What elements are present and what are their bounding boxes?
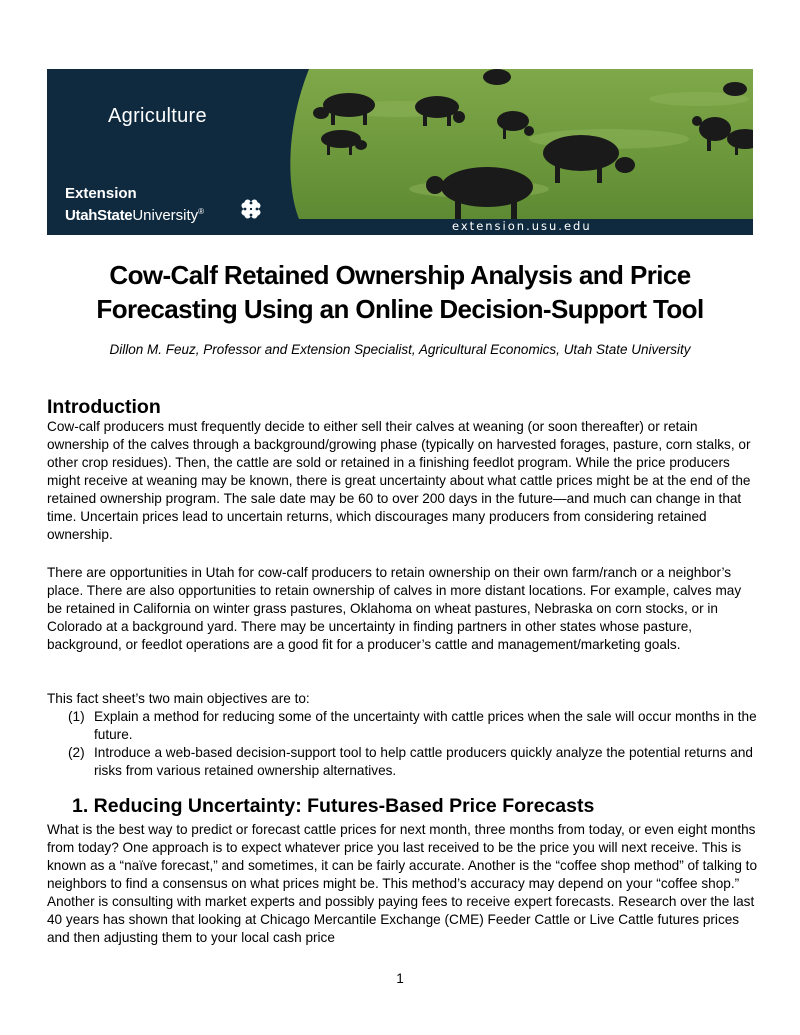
section-1-paragraph: What is the best way to predict or forecast cattle prices for next month, three months from today, or even eight months from today? One approach is to expect whatever price you last received to be the price you will next receive. This is known as a “naïve forecast,” and sometimes, it can be fairly accurate. Another is the “coffee shop method” of talking to neighbors to find a consensus on what prices might be. This method’s accuracy may depend on your “coffee shop.” Another is consulting with market experts and possibly paying fees to receive expert forecasts. Research over the last 40 years has shown that looking at Chicago Mercantile Exchange (CME) Feeder Cattle or Live Cattle futures prices and then adjusting them to your local cash price [47, 822, 758, 945]
list-item [68, 708, 758, 744]
document-title [40, 258, 760, 326]
extension-url[interactable]: extension.usu.edu [452, 219, 592, 233]
author-line: Dillon M. Feuz, Professor and Extension Specialist, Agricultural Economics, Utah State University [109, 342, 691, 357]
usu-logo-rest: University [132, 207, 199, 224]
introduction-heading: Introduction [47, 396, 161, 418]
usu-logo-bold: UtahState [65, 207, 133, 224]
list-item-text: Introduce a web-based decision-support tool to help cattle producers quickly analyze the potential returns and risks from various retained ownership alternatives. [94, 745, 753, 778]
intro-paragraph-1: Cow-calf producers must frequently decide to either sell their calves at weaning (or soon thereafter) or retain ownership of the calves through a background/growing phase (typically on harvested forages, pasture, corn stalks, or other crop residues). Then, the cattle are sold or retained in a finishing feedlot program. While the price producers might receive at weaning may be known, there is great uncertainty about what cattle prices might be at the end of the retained ownership program. The sale date may be 60 to over 200 days in the future—and much can change in that time. Uncertain prices lead to uncertain returns, which discourages many producers from considering retained ownership. [47, 419, 751, 542]
list-item-text: Explain a method for reducing some of the uncertainty with cattle prices when the sale will occur months in the future. [94, 709, 757, 742]
registered-mark: ® [198, 207, 205, 216]
usu-logo [65, 207, 204, 224]
extension-label: Extension [65, 185, 137, 202]
page-number: 1 [396, 971, 404, 986]
section-1-heading: 1. Reducing Uncertainty: Futures-Based Price Forecasts [72, 795, 595, 817]
banner-brand-panel [47, 69, 287, 235]
intro-paragraph-2: There are opportunities in Utah for cow-calf producers to retain ownership on their own farm/ranch or a neighbor’s place. There are also opportunities to retain ownership of calves in more distant locations. For example, calves may be retained in California on winter grass pastures, Oklahoma on wheat pastures, Nebraska on corn stocks, or in Colorado at a background yard. There may be uncertainty in finding partners in other states whose pasture, background, or feedlot operations are a good fit for a producer’s cattle and management/marketing goals. [47, 565, 742, 652]
banner-title: Agriculture [108, 105, 207, 127]
cattle-pasture-photo [279, 69, 753, 235]
title-line-2: Forecasting Using an Online Decision-Support Tool [96, 294, 704, 324]
list-item-number: (1) [68, 709, 85, 724]
objectives-intro: This fact sheet’s two main objectives are to: [47, 691, 310, 706]
title-line-1: Cow-Calf Retained Ownership Analysis and Price [109, 260, 691, 290]
list-item [68, 744, 758, 780]
header-banner [47, 69, 753, 235]
four-h-clover-icon [237, 195, 265, 223]
list-item-number: (2) [68, 745, 85, 760]
cow-10 [723, 82, 747, 96]
objectives-list [68, 708, 758, 780]
cow-4 [483, 69, 511, 85]
